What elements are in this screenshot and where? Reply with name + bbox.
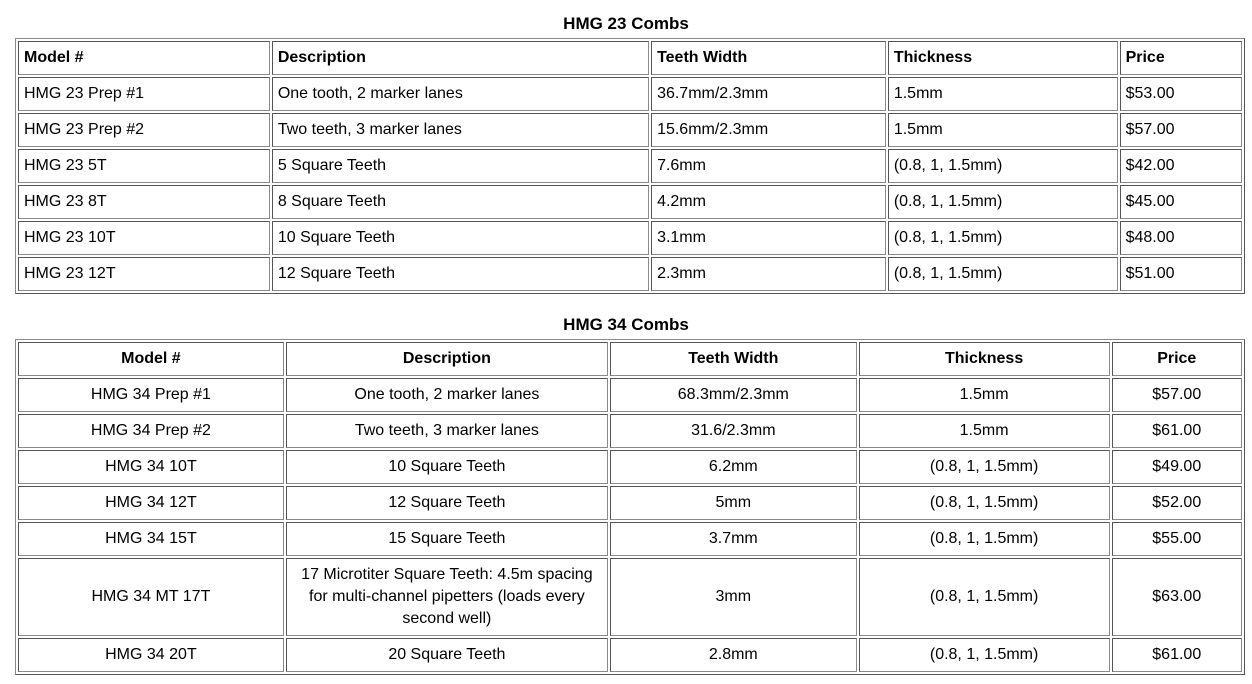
table-header-row <box>18 342 1242 376</box>
cell-teeth-width: 15.6mm/2.3mm <box>651 113 886 147</box>
cell-price: $63.00 <box>1112 558 1242 636</box>
cell-thickness: (0.8, 1, 1.5mm) <box>859 638 1110 672</box>
cell-teeth-width: 68.3mm/2.3mm <box>610 378 857 412</box>
cell-model: HMG 34 Prep #2 <box>18 414 284 448</box>
table-row <box>18 450 1242 484</box>
cell-thickness: 1.5mm <box>859 414 1110 448</box>
cell-price: $45.00 <box>1120 185 1242 219</box>
cell-price: $49.00 <box>1112 450 1242 484</box>
cell-price: $42.00 <box>1120 149 1242 183</box>
table-row <box>18 522 1242 556</box>
cell-description: 17 Microtiter Square Teeth: 4.5m spacing for multi-channel pipetters (loads every second well) <box>286 558 608 636</box>
cell-price: $61.00 <box>1112 638 1242 672</box>
cell-teeth-width: 5mm <box>610 486 857 520</box>
cell-description: One tooth, 2 marker lanes <box>272 77 649 111</box>
cell-thickness: 1.5mm <box>888 77 1118 111</box>
cell-thickness: 1.5mm <box>888 113 1118 147</box>
hmg34-table-title: HMG 34 Combs <box>563 315 689 334</box>
cell-teeth-width: 6.2mm <box>610 450 857 484</box>
cell-teeth-width: 2.8mm <box>610 638 857 672</box>
header-description: Description <box>272 41 649 75</box>
header-thickness: Thickness <box>888 41 1118 75</box>
table-row <box>18 638 1242 672</box>
cell-thickness: (0.8, 1, 1.5mm) <box>859 486 1110 520</box>
cell-teeth-width: 2.3mm <box>651 257 886 291</box>
hmg23-combs-table <box>15 38 1245 294</box>
cell-description: 10 Square Teeth <box>286 450 608 484</box>
hmg34-combs-table <box>15 339 1245 675</box>
cell-description: 15 Square Teeth <box>286 522 608 556</box>
cell-price: $52.00 <box>1112 486 1242 520</box>
cell-thickness: (0.8, 1, 1.5mm) <box>888 149 1118 183</box>
cell-description: 12 Square Teeth <box>286 486 608 520</box>
cell-teeth-width: 31.6/2.3mm <box>610 414 857 448</box>
cell-price: $57.00 <box>1120 113 1242 147</box>
cell-teeth-width: 4.2mm <box>651 185 886 219</box>
cell-price: $61.00 <box>1112 414 1242 448</box>
table-row <box>18 257 1242 291</box>
cell-model: HMG 34 15T <box>18 522 284 556</box>
cell-description: One tooth, 2 marker lanes <box>286 378 608 412</box>
table-row <box>18 77 1242 111</box>
cell-teeth-width: 36.7mm/2.3mm <box>651 77 886 111</box>
cell-teeth-width: 7.6mm <box>651 149 886 183</box>
header-price: Price <box>1120 41 1242 75</box>
header-price: Price <box>1112 342 1242 376</box>
header-model: Model # <box>18 41 270 75</box>
cell-thickness: (0.8, 1, 1.5mm) <box>859 558 1110 636</box>
cell-description: 10 Square Teeth <box>272 221 649 255</box>
cell-description: Two teeth, 3 marker lanes <box>286 414 608 448</box>
cell-teeth-width: 3mm <box>610 558 857 636</box>
cell-price: $57.00 <box>1112 378 1242 412</box>
cell-thickness: (0.8, 1, 1.5mm) <box>888 185 1118 219</box>
table-row <box>18 149 1242 183</box>
header-description: Description <box>286 342 608 376</box>
cell-price: $51.00 <box>1120 257 1242 291</box>
cell-model: HMG 34 12T <box>18 486 284 520</box>
cell-price: $48.00 <box>1120 221 1242 255</box>
cell-model: HMG 23 5T <box>18 149 270 183</box>
table-row <box>18 113 1242 147</box>
cell-thickness: (0.8, 1, 1.5mm) <box>888 257 1118 291</box>
table-row <box>18 185 1242 219</box>
cell-model: HMG 23 8T <box>18 185 270 219</box>
table-row <box>18 558 1242 636</box>
cell-model: HMG 23 10T <box>18 221 270 255</box>
table-row <box>18 378 1242 412</box>
table-row <box>18 414 1242 448</box>
cell-price: $55.00 <box>1112 522 1242 556</box>
cell-teeth-width: 3.7mm <box>610 522 857 556</box>
cell-model: HMG 23 12T <box>18 257 270 291</box>
cell-thickness: (0.8, 1, 1.5mm) <box>859 450 1110 484</box>
cell-description: 12 Square Teeth <box>272 257 649 291</box>
table-row <box>18 221 1242 255</box>
cell-description: 8 Square Teeth <box>272 185 649 219</box>
cell-thickness: (0.8, 1, 1.5mm) <box>859 522 1110 556</box>
cell-model: HMG 34 10T <box>18 450 284 484</box>
cell-thickness: (0.8, 1, 1.5mm) <box>888 221 1118 255</box>
header-teeth-width: Teeth Width <box>651 41 886 75</box>
cell-description: 5 Square Teeth <box>272 149 649 183</box>
cell-model: HMG 23 Prep #1 <box>18 77 270 111</box>
cell-thickness: 1.5mm <box>859 378 1110 412</box>
header-model: Model # <box>18 342 284 376</box>
cell-model: HMG 34 20T <box>18 638 284 672</box>
cell-model: HMG 34 Prep #1 <box>18 378 284 412</box>
cell-model: HMG 34 MT 17T <box>18 558 284 636</box>
cell-description: Two teeth, 3 marker lanes <box>272 113 649 147</box>
header-thickness: Thickness <box>859 342 1110 376</box>
cell-model: HMG 23 Prep #2 <box>18 113 270 147</box>
table-header-row <box>18 41 1242 75</box>
cell-description: 20 Square Teeth <box>286 638 608 672</box>
cell-price: $53.00 <box>1120 77 1242 111</box>
cell-teeth-width: 3.1mm <box>651 221 886 255</box>
hmg23-table-title: HMG 23 Combs <box>563 14 689 33</box>
header-teeth-width: Teeth Width <box>610 342 857 376</box>
table-row <box>18 486 1242 520</box>
